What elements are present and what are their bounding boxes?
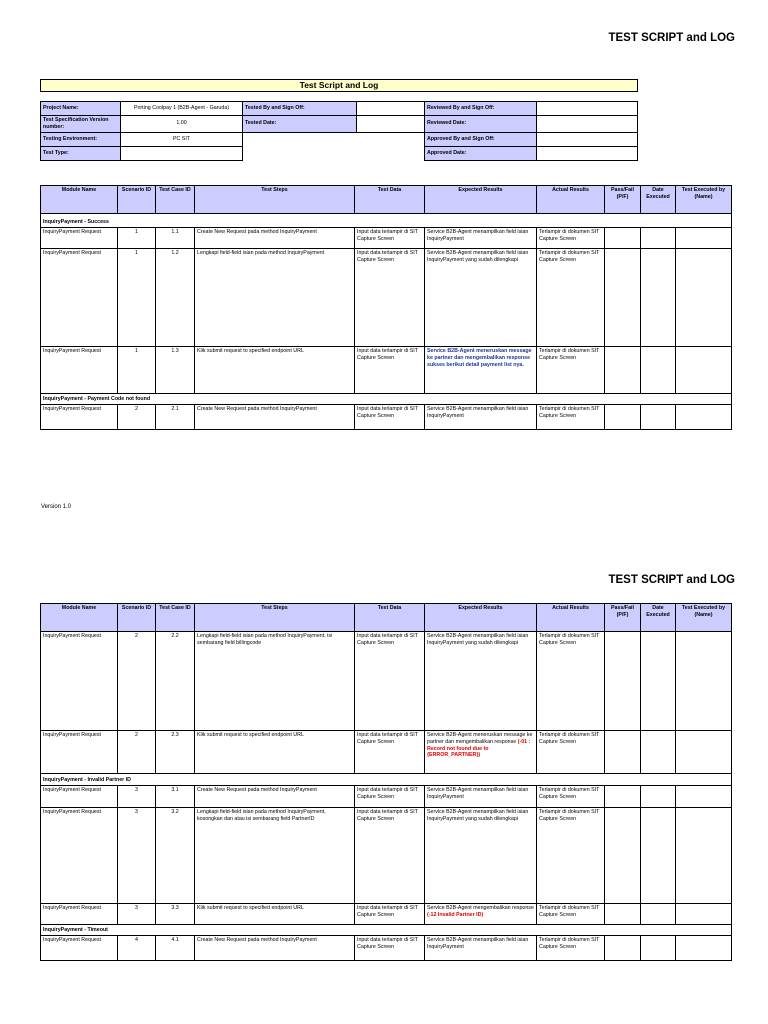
col-executed-by: Test Executed by (Name) [676,604,732,632]
cell-expected: Service B2B-Agent menampilkan field isian InquiryPayment yang sudah dilengkapi [425,632,537,731]
reviewed-by-label: Reviewed By and Sign Off: [425,102,537,116]
col-test-data: Test Data [355,604,425,632]
project-name-label: Project Name: [41,102,121,116]
approved-by-label: Approved By and Sign Off: [425,132,537,146]
cell-module: InquiryPayment Request [41,936,118,961]
cell-data: Input data terlampir di SIT Capture Screen [355,786,425,808]
test-type-value [121,146,243,160]
table-row [41,632,732,731]
cell-steps: Lengkapi field-field isian pada method InquiryPayment, kosongkan dan atau isi sembarang field PartnerID [195,808,355,904]
table-header-row [41,604,732,632]
cell-module: InquiryPayment Request [41,808,118,904]
document-title: TEST SCRIPT and LOG [608,32,735,44]
table-row [41,347,732,394]
approved-date-label: Approved Date: [425,146,537,160]
spec-version-value: 1.00 [121,116,243,133]
cell-module: InquiryPayment Request [41,249,118,347]
cell-module: InquiryPayment Request [41,731,118,774]
cell-steps: Lengkapi field-field isian pada method InquiryPayment, isi sembarang field billingcode [195,632,355,731]
cell-actual: Terlampir di dokumen SIT Capture Screen [537,632,605,731]
table-row [41,786,732,808]
cell-case: 2.2 [156,632,195,731]
section-heading: InquiryPayment - Payment Code not found [41,394,732,405]
cell-module: InquiryPayment Request [41,347,118,394]
cell-data: Input data terlampir di SIT Capture Screen [355,904,425,925]
cell-expected [425,904,537,925]
cell-case: 2.3 [156,731,195,774]
cell-case: 3.3 [156,904,195,925]
approved-date-value [537,146,638,160]
cell-data: Input data terlampir di SIT Capture Screen [355,808,425,904]
col-scenario-id: Scenario ID [118,186,156,214]
cell-actual: Terlampir di dokumen SIT Capture Screen [537,347,605,394]
cell-steps: Lengkapi field-field isian pada method InquiryPayment [195,249,355,347]
col-pass-fail: Pass/Fail (P/F) [605,186,641,214]
test-type-label: Test Type: [41,146,121,160]
cell-expected [425,731,537,774]
col-pass-fail: Pass/Fail (P/F) [605,604,641,632]
cell-steps: Create New Request pada method InquiryPayment [195,936,355,961]
cell-actual: Terlampir di dokumen SIT Capture Screen [537,228,605,249]
col-actual-results: Actual Results [537,186,605,214]
table-row [41,731,732,774]
cell-module: InquiryPayment Request [41,632,118,731]
cell-data: Input data terlampir di SIT Capture Screen [355,632,425,731]
section-heading: InquiryPayment - Invalid Partner ID [41,774,732,786]
project-name-value: Porting Coolpay 1 (B2B-Agent - Garuda) [121,102,243,116]
spec-version-label: Test Specification Version number: [41,116,121,133]
col-date-executed: Date Executed [641,186,676,214]
cell-scenario: 1 [118,347,156,394]
section-heading: InquiryPayment - Timeout [41,925,732,936]
version-label: Version 1.0 [41,504,72,510]
cell-steps: Create New Request pada method InquiryPayment [195,405,355,430]
cell-scenario: 2 [118,632,156,731]
approved-by-value [537,132,638,146]
cell-data: Input data terlampir di SIT Capture Screen [355,347,425,394]
cell-steps: Klik submit request to specified endpoint URL [195,731,355,774]
cell-case: 2.1 [156,405,195,430]
cell-data: Input data terlampir di SIT Capture Screen [355,731,425,774]
reviewed-by-value [537,102,638,116]
cell-actual: Terlampir di dokumen SIT Capture Screen [537,405,605,430]
cell-case: 1.1 [156,228,195,249]
test-log-table-page1 [40,185,732,430]
cell-actual: Terlampir di dokumen SIT Capture Screen [537,808,605,904]
cell-steps: Create New Request pada method InquiryPayment [195,786,355,808]
tested-date-value [357,116,425,133]
cell-case: 3.2 [156,808,195,904]
col-test-steps: Test Steps [195,186,355,214]
cell-case: 1.3 [156,347,195,394]
reviewed-date-value [537,116,638,133]
document-title-page2: TEST SCRIPT and LOG [608,574,735,586]
reviewed-date-label: Reviewed Date: [425,116,537,133]
test-log-table-page2 [40,603,732,961]
section-heading: InquiryPayment - Success [41,214,732,228]
table-row [41,904,732,925]
environment-label: Testing Environment: [41,132,121,146]
col-date-executed: Date Executed [641,604,676,632]
cell-steps: Klik submit request to specified endpoint URL [195,347,355,394]
col-module-name: Module Name [41,604,118,632]
col-expected-results: Expected Results [425,604,537,632]
cell-expected: Service B2B-Agent menampilkan field isian InquiryPayment yang sudah dilengkapi [425,249,537,347]
cell-module: InquiryPayment Request [41,405,118,430]
project-info-table [40,101,638,161]
tested-by-value [357,102,425,116]
banner-title: Test Script and Log [40,79,638,92]
cell-data: Input data terlampir di SIT Capture Screen [355,228,425,249]
cell-data: Input data terlampir di SIT Capture Screen [355,405,425,430]
cell-expected: Service B2B-Agent menampilkan field isian InquiryPayment [425,786,537,808]
table-row [41,405,732,430]
expected-error-code: (-12 Invalid Partner ID) [427,911,484,918]
cell-expected: Service B2B-Agent menampilkan field isian InquiryPayment [425,405,537,430]
cell-case: 3.1 [156,786,195,808]
col-module-name: Module Name [41,186,118,214]
col-test-case-id: Test Case ID [156,604,195,632]
cell-scenario: 2 [118,405,156,430]
cell-case: 1.2 [156,249,195,347]
cell-data: Input data terlampir di SIT Capture Screen [355,936,425,961]
cell-scenario: 3 [118,808,156,904]
cell-actual: Terlampir di dokumen SIT Capture Screen [537,936,605,961]
table-header-row [41,186,732,214]
cell-expected: Service B2B-Agent menampilkan field isian InquiryPayment yang sudah dilengkapi [425,808,537,904]
cell-steps: Klik submit request to specified endpoint URL [195,904,355,925]
cell-scenario: 1 [118,228,156,249]
cell-expected: Service B2B-Agent menampilkan field isian InquiryPayment [425,936,537,961]
cell-module: InquiryPayment Request [41,904,118,925]
cell-actual: Terlampir di dokumen SIT Capture Screen [537,249,605,347]
col-test-data: Test Data [355,186,425,214]
cell-module: InquiryPayment Request [41,228,118,249]
cell-expected: Service B2B-Agent meneruskan message ke partner dan mengembalikan response sukses berikut detail payment list nya. [425,347,537,394]
cell-scenario: 3 [118,904,156,925]
expected-text: Service B2B-Agent meneruskan message ke partner dan mengembalikan response [427,732,533,745]
col-test-steps: Test Steps [195,604,355,632]
tested-by-label: Tested By and Sign Off: [243,102,357,116]
environment-value: PC SIT [121,132,243,146]
cell-case: 4.1 [156,936,195,961]
expected-text: Service B2B-Agent mengembalikan response [427,905,534,911]
table-row [41,228,732,249]
cell-scenario: 2 [118,731,156,774]
cell-scenario: 3 [118,786,156,808]
col-test-case-id: Test Case ID [156,186,195,214]
cell-actual: Terlampir di dokumen SIT Capture Screen [537,904,605,925]
col-scenario-id: Scenario ID [118,604,156,632]
cell-actual: Terlampir di dokumen SIT Capture Screen [537,786,605,808]
table-row [41,249,732,347]
table-row [41,808,732,904]
cell-data: Input data terlampir di SIT Capture Screen [355,249,425,347]
cell-scenario: 4 [118,936,156,961]
col-executed-by: Test Executed by (Name) [676,186,732,214]
expected-error-code: (-01 : Record not found due to {ERROR_PARTNER}) [427,738,531,759]
cell-actual: Terlampir di dokumen SIT Capture Screen [537,731,605,774]
col-expected-results: Expected Results [425,186,537,214]
cell-scenario: 1 [118,249,156,347]
col-actual-results: Actual Results [537,604,605,632]
cell-module: InquiryPayment Request [41,786,118,808]
tested-date-label: Tested Date: [243,116,357,133]
cell-steps: Create New Request pada method InquiryPayment [195,228,355,249]
cell-expected: Service B2B-Agent menampilkan field isian InquiryPayment [425,228,537,249]
table-row [41,936,732,961]
